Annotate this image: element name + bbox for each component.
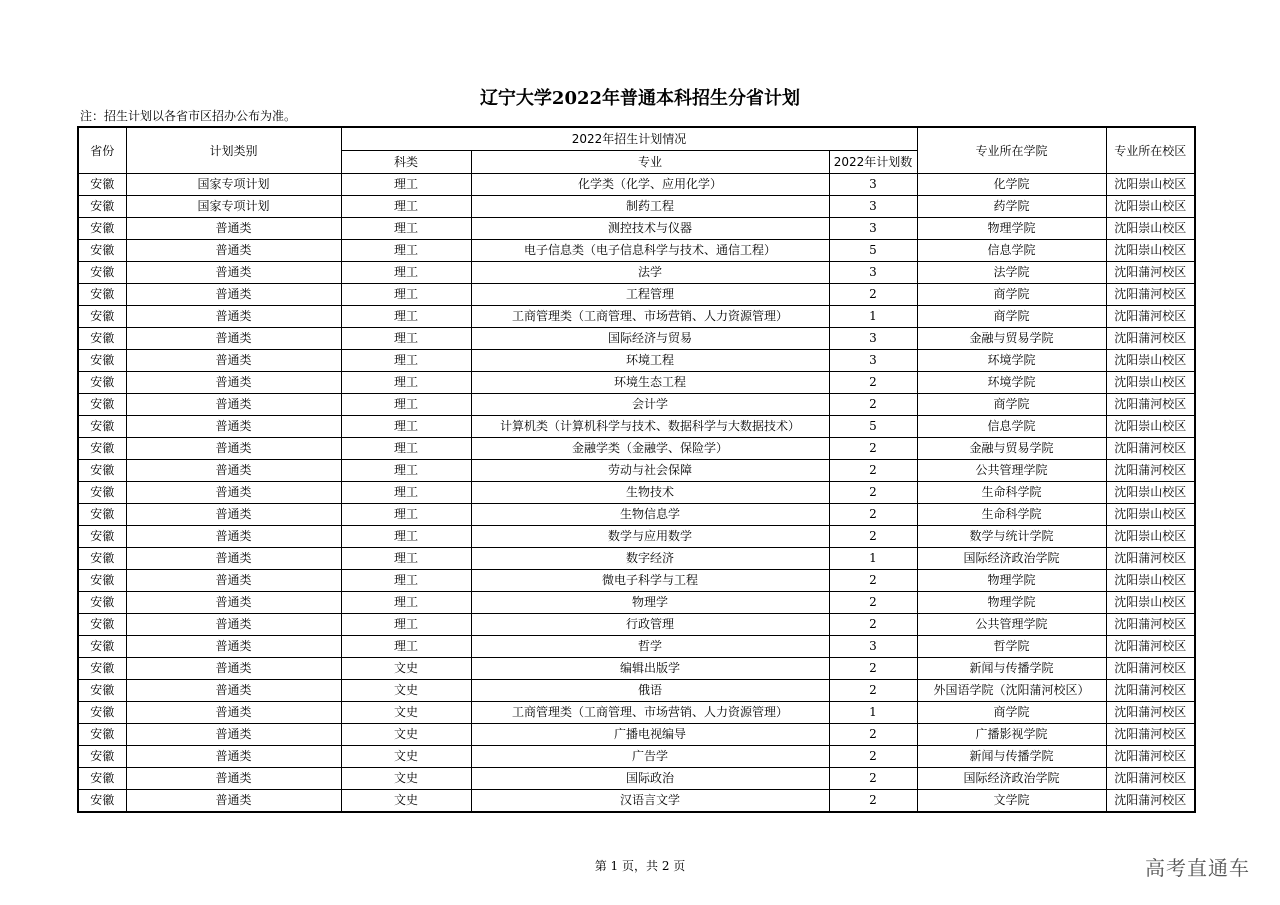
cell-province: 安徽 xyxy=(78,416,126,438)
cell-province: 安徽 xyxy=(78,702,126,724)
cell-college: 生命科学院 xyxy=(917,504,1106,526)
cell-campus: 沈阳蒲河校区 xyxy=(1106,306,1195,328)
cell-college: 公共管理学院 xyxy=(917,460,1106,482)
cell-plan-type: 普通类 xyxy=(126,592,341,614)
cell-major: 数字经济 xyxy=(471,548,829,570)
cell-major: 编辑出版学 xyxy=(471,658,829,680)
cell-plan-type: 普通类 xyxy=(126,262,341,284)
cell-major: 工程管理 xyxy=(471,284,829,306)
cell-college: 文学院 xyxy=(917,790,1106,813)
cell-plan-type: 普通类 xyxy=(126,636,341,658)
cell-count: 2 xyxy=(829,724,917,746)
cell-count: 2 xyxy=(829,658,917,680)
cell-count: 2 xyxy=(829,790,917,813)
cell-count: 1 xyxy=(829,306,917,328)
table-row xyxy=(78,658,1195,680)
cell-major: 数学与应用数学 xyxy=(471,526,829,548)
table-row xyxy=(78,306,1195,328)
cell-major: 化学类（化学、应用化学） xyxy=(471,174,829,196)
cell-province: 安徽 xyxy=(78,636,126,658)
cell-subject: 理工 xyxy=(341,570,471,592)
cell-subject: 理工 xyxy=(341,284,471,306)
cell-plan-type: 普通类 xyxy=(126,372,341,394)
cell-count: 2 xyxy=(829,526,917,548)
cell-major: 法学 xyxy=(471,262,829,284)
cell-campus: 沈阳蒲河校区 xyxy=(1106,680,1195,702)
cell-province: 安徽 xyxy=(78,262,126,284)
cell-count: 2 xyxy=(829,394,917,416)
cell-major: 环境工程 xyxy=(471,350,829,372)
cell-college: 金融与贸易学院 xyxy=(917,438,1106,460)
cell-college: 哲学院 xyxy=(917,636,1106,658)
cell-plan-type: 普通类 xyxy=(126,658,341,680)
cell-province: 安徽 xyxy=(78,196,126,218)
cell-province: 安徽 xyxy=(78,328,126,350)
cell-plan-type: 普通类 xyxy=(126,614,341,636)
cell-province: 安徽 xyxy=(78,570,126,592)
cell-count: 2 xyxy=(829,614,917,636)
cell-campus: 沈阳崇山校区 xyxy=(1106,416,1195,438)
cell-province: 安徽 xyxy=(78,790,126,813)
cell-plan-type: 普通类 xyxy=(126,768,341,790)
cell-subject: 文史 xyxy=(341,680,471,702)
cell-campus: 沈阳蒲河校区 xyxy=(1106,460,1195,482)
cell-major: 工商管理类（工商管理、市场营销、人力资源管理） xyxy=(471,702,829,724)
cell-plan-type: 普通类 xyxy=(126,240,341,262)
cell-subject: 理工 xyxy=(341,372,471,394)
table-row xyxy=(78,284,1195,306)
cell-province: 安徽 xyxy=(78,504,126,526)
table-row xyxy=(78,438,1195,460)
cell-province: 安徽 xyxy=(78,526,126,548)
cell-plan-type: 普通类 xyxy=(126,438,341,460)
cell-province: 安徽 xyxy=(78,768,126,790)
cell-province: 安徽 xyxy=(78,680,126,702)
table-row xyxy=(78,460,1195,482)
cell-province: 安徽 xyxy=(78,350,126,372)
cell-major: 制药工程 xyxy=(471,196,829,218)
cell-campus: 沈阳蒲河校区 xyxy=(1106,658,1195,680)
table-row xyxy=(78,174,1195,196)
cell-plan-type: 普通类 xyxy=(126,702,341,724)
cell-count: 1 xyxy=(829,548,917,570)
cell-province: 安徽 xyxy=(78,746,126,768)
page-footer: 第 1 页，共 2 页 xyxy=(594,859,686,873)
cell-count: 2 xyxy=(829,570,917,592)
cell-province: 安徽 xyxy=(78,482,126,504)
cell-province: 安徽 xyxy=(78,218,126,240)
cell-college: 公共管理学院 xyxy=(917,614,1106,636)
cell-major: 广播电视编导 xyxy=(471,724,829,746)
cell-campus: 沈阳蒲河校区 xyxy=(1106,746,1195,768)
cell-college: 物理学院 xyxy=(917,570,1106,592)
table-row xyxy=(78,768,1195,790)
table-row xyxy=(78,702,1195,724)
cell-count: 2 xyxy=(829,746,917,768)
cell-college: 法学院 xyxy=(917,262,1106,284)
header-subject: 科类 xyxy=(341,151,471,174)
cell-college: 物理学院 xyxy=(917,592,1106,614)
cell-province: 安徽 xyxy=(78,306,126,328)
table-row xyxy=(78,394,1195,416)
cell-plan-type: 普通类 xyxy=(126,350,341,372)
cell-campus: 沈阳崇山校区 xyxy=(1106,504,1195,526)
cell-province: 安徽 xyxy=(78,724,126,746)
cell-count: 2 xyxy=(829,460,917,482)
cell-count: 2 xyxy=(829,680,917,702)
cell-campus: 沈阳崇山校区 xyxy=(1106,482,1195,504)
cell-college: 商学院 xyxy=(917,702,1106,724)
cell-subject: 理工 xyxy=(341,328,471,350)
cell-campus: 沈阳蒲河校区 xyxy=(1106,768,1195,790)
table-row xyxy=(78,526,1195,548)
cell-plan-type: 国家专项计划 xyxy=(126,196,341,218)
cell-major: 生物信息学 xyxy=(471,504,829,526)
cell-major: 计算机类（计算机科学与技术、数据科学与大数据技术） xyxy=(471,416,829,438)
cell-campus: 沈阳崇山校区 xyxy=(1106,174,1195,196)
enrollment-plan-table xyxy=(77,126,1196,813)
cell-college: 新闻与传播学院 xyxy=(917,658,1106,680)
header-count: 2022年计划数 xyxy=(829,151,917,174)
cell-major: 金融学类（金融学、保险学） xyxy=(471,438,829,460)
cell-plan-type: 普通类 xyxy=(126,460,341,482)
cell-college: 环境学院 xyxy=(917,372,1106,394)
table-row xyxy=(78,504,1195,526)
cell-major: 电子信息类（电子信息科学与技术、通信工程） xyxy=(471,240,829,262)
cell-plan-type: 普通类 xyxy=(126,328,341,350)
cell-major: 工商管理类（工商管理、市场营销、人力资源管理） xyxy=(471,306,829,328)
cell-campus: 沈阳崇山校区 xyxy=(1106,372,1195,394)
header-major: 专业 xyxy=(471,151,829,174)
cell-campus: 沈阳蒲河校区 xyxy=(1106,790,1195,813)
cell-campus: 沈阳蒲河校区 xyxy=(1106,702,1195,724)
cell-subject: 理工 xyxy=(341,438,471,460)
cell-count: 2 xyxy=(829,768,917,790)
cell-subject: 理工 xyxy=(341,614,471,636)
header-province: 省份 xyxy=(78,127,126,174)
cell-subject: 理工 xyxy=(341,548,471,570)
cell-college: 新闻与传播学院 xyxy=(917,746,1106,768)
table-body xyxy=(78,174,1195,813)
table-row xyxy=(78,548,1195,570)
cell-subject: 理工 xyxy=(341,306,471,328)
cell-college: 国际经济政治学院 xyxy=(917,768,1106,790)
cell-college: 商学院 xyxy=(917,306,1106,328)
cell-subject: 理工 xyxy=(341,262,471,284)
cell-subject: 理工 xyxy=(341,504,471,526)
cell-province: 安徽 xyxy=(78,658,126,680)
cell-subject: 文史 xyxy=(341,746,471,768)
cell-subject: 理工 xyxy=(341,174,471,196)
cell-count: 3 xyxy=(829,196,917,218)
cell-campus: 沈阳蒲河校区 xyxy=(1106,548,1195,570)
cell-count: 2 xyxy=(829,438,917,460)
cell-plan-type: 普通类 xyxy=(126,284,341,306)
cell-plan-type: 普通类 xyxy=(126,548,341,570)
cell-major: 国际政治 xyxy=(471,768,829,790)
cell-major: 物理学 xyxy=(471,592,829,614)
cell-college: 化学院 xyxy=(917,174,1106,196)
header-college: 专业所在学院 xyxy=(917,127,1106,174)
cell-plan-type: 普通类 xyxy=(126,394,341,416)
table-row xyxy=(78,218,1195,240)
cell-province: 安徽 xyxy=(78,614,126,636)
cell-campus: 沈阳蒲河校区 xyxy=(1106,394,1195,416)
cell-major: 俄语 xyxy=(471,680,829,702)
cell-major: 劳动与社会保障 xyxy=(471,460,829,482)
table-row xyxy=(78,416,1195,438)
cell-subject: 文史 xyxy=(341,790,471,813)
table-row xyxy=(78,196,1195,218)
cell-campus: 沈阳崇山校区 xyxy=(1106,526,1195,548)
table-row xyxy=(78,592,1195,614)
cell-count: 3 xyxy=(829,328,917,350)
header-plan-type: 计划类别 xyxy=(126,127,341,174)
cell-province: 安徽 xyxy=(78,460,126,482)
cell-subject: 理工 xyxy=(341,416,471,438)
cell-campus: 沈阳蒲河校区 xyxy=(1106,614,1195,636)
cell-count: 1 xyxy=(829,702,917,724)
cell-subject: 文史 xyxy=(341,702,471,724)
table-row xyxy=(78,372,1195,394)
cell-college: 环境学院 xyxy=(917,350,1106,372)
cell-campus: 沈阳崇山校区 xyxy=(1106,218,1195,240)
note-text: 注：招生计划以各省市区招办公布为准。 xyxy=(80,109,297,123)
cell-campus: 沈阳崇山校区 xyxy=(1106,240,1195,262)
cell-subject: 理工 xyxy=(341,636,471,658)
cell-major: 国际经济与贸易 xyxy=(471,328,829,350)
cell-major: 汉语言文学 xyxy=(471,790,829,813)
table-row xyxy=(78,328,1195,350)
cell-college: 商学院 xyxy=(917,284,1106,306)
cell-college: 生命科学院 xyxy=(917,482,1106,504)
cell-college: 物理学院 xyxy=(917,218,1106,240)
cell-province: 安徽 xyxy=(78,284,126,306)
table-row xyxy=(78,614,1195,636)
cell-major: 环境生态工程 xyxy=(471,372,829,394)
table-row xyxy=(78,240,1195,262)
table-row xyxy=(78,350,1195,372)
cell-subject: 文史 xyxy=(341,768,471,790)
table-row xyxy=(78,570,1195,592)
cell-major: 生物技术 xyxy=(471,482,829,504)
cell-subject: 理工 xyxy=(341,350,471,372)
cell-count: 3 xyxy=(829,262,917,284)
cell-college: 信息学院 xyxy=(917,240,1106,262)
table-row xyxy=(78,262,1195,284)
header-row-1 xyxy=(78,127,1195,151)
cell-province: 安徽 xyxy=(78,240,126,262)
header-campus: 专业所在校区 xyxy=(1106,127,1195,174)
cell-count: 2 xyxy=(829,372,917,394)
cell-major: 测控技术与仪器 xyxy=(471,218,829,240)
cell-count: 2 xyxy=(829,504,917,526)
table-row xyxy=(78,680,1195,702)
cell-count: 2 xyxy=(829,592,917,614)
header-plan-group: 2022年招生计划情况 xyxy=(341,127,917,151)
cell-count: 5 xyxy=(829,416,917,438)
cell-count: 5 xyxy=(829,240,917,262)
cell-college: 信息学院 xyxy=(917,416,1106,438)
cell-subject: 理工 xyxy=(341,526,471,548)
cell-college: 数学与统计学院 xyxy=(917,526,1106,548)
cell-campus: 沈阳崇山校区 xyxy=(1106,350,1195,372)
cell-subject: 理工 xyxy=(341,460,471,482)
cell-plan-type: 国家专项计划 xyxy=(126,174,341,196)
cell-plan-type: 普通类 xyxy=(126,790,341,813)
cell-subject: 理工 xyxy=(341,240,471,262)
cell-count: 3 xyxy=(829,350,917,372)
table-row xyxy=(78,746,1195,768)
cell-campus: 沈阳蒲河校区 xyxy=(1106,262,1195,284)
cell-subject: 理工 xyxy=(341,196,471,218)
cell-plan-type: 普通类 xyxy=(126,680,341,702)
cell-count: 2 xyxy=(829,482,917,504)
cell-college: 商学院 xyxy=(917,394,1106,416)
cell-province: 安徽 xyxy=(78,372,126,394)
cell-subject: 理工 xyxy=(341,482,471,504)
cell-plan-type: 普通类 xyxy=(126,746,341,768)
cell-province: 安徽 xyxy=(78,592,126,614)
cell-major: 哲学 xyxy=(471,636,829,658)
cell-major: 广告学 xyxy=(471,746,829,768)
cell-plan-type: 普通类 xyxy=(126,526,341,548)
cell-subject: 理工 xyxy=(341,218,471,240)
cell-plan-type: 普通类 xyxy=(126,482,341,504)
cell-college: 金融与贸易学院 xyxy=(917,328,1106,350)
cell-college: 外国语学院（沈阳蒲河校区） xyxy=(917,680,1106,702)
cell-subject: 文史 xyxy=(341,658,471,680)
cell-province: 安徽 xyxy=(78,548,126,570)
cell-province: 安徽 xyxy=(78,174,126,196)
cell-plan-type: 普通类 xyxy=(126,724,341,746)
cell-major: 微电子科学与工程 xyxy=(471,570,829,592)
cell-count: 3 xyxy=(829,218,917,240)
cell-plan-type: 普通类 xyxy=(126,218,341,240)
table-row xyxy=(78,724,1195,746)
cell-major: 行政管理 xyxy=(471,614,829,636)
cell-subject: 文史 xyxy=(341,724,471,746)
cell-province: 安徽 xyxy=(78,394,126,416)
cell-count: 3 xyxy=(829,174,917,196)
cell-college: 广播影视学院 xyxy=(917,724,1106,746)
watermark-text: 高考直通车 xyxy=(1145,856,1250,880)
cell-plan-type: 普通类 xyxy=(126,504,341,526)
table-row xyxy=(78,482,1195,504)
table-row xyxy=(78,790,1195,813)
cell-campus: 沈阳崇山校区 xyxy=(1106,196,1195,218)
page-title: 辽宁大学2022年普通本科招生分省计划 xyxy=(479,88,801,109)
cell-count: 3 xyxy=(829,636,917,658)
cell-plan-type: 普通类 xyxy=(126,416,341,438)
cell-major: 会计学 xyxy=(471,394,829,416)
cell-campus: 沈阳蒲河校区 xyxy=(1106,724,1195,746)
cell-college: 药学院 xyxy=(917,196,1106,218)
table-row xyxy=(78,636,1195,658)
cell-plan-type: 普通类 xyxy=(126,570,341,592)
cell-province: 安徽 xyxy=(78,438,126,460)
cell-campus: 沈阳崇山校区 xyxy=(1106,592,1195,614)
cell-campus: 沈阳崇山校区 xyxy=(1106,570,1195,592)
cell-subject: 理工 xyxy=(341,592,471,614)
cell-campus: 沈阳蒲河校区 xyxy=(1106,636,1195,658)
cell-subject: 理工 xyxy=(341,394,471,416)
cell-campus: 沈阳蒲河校区 xyxy=(1106,438,1195,460)
cell-plan-type: 普通类 xyxy=(126,306,341,328)
cell-college: 国际经济政治学院 xyxy=(917,548,1106,570)
cell-campus: 沈阳蒲河校区 xyxy=(1106,328,1195,350)
cell-count: 2 xyxy=(829,284,917,306)
cell-campus: 沈阳蒲河校区 xyxy=(1106,284,1195,306)
